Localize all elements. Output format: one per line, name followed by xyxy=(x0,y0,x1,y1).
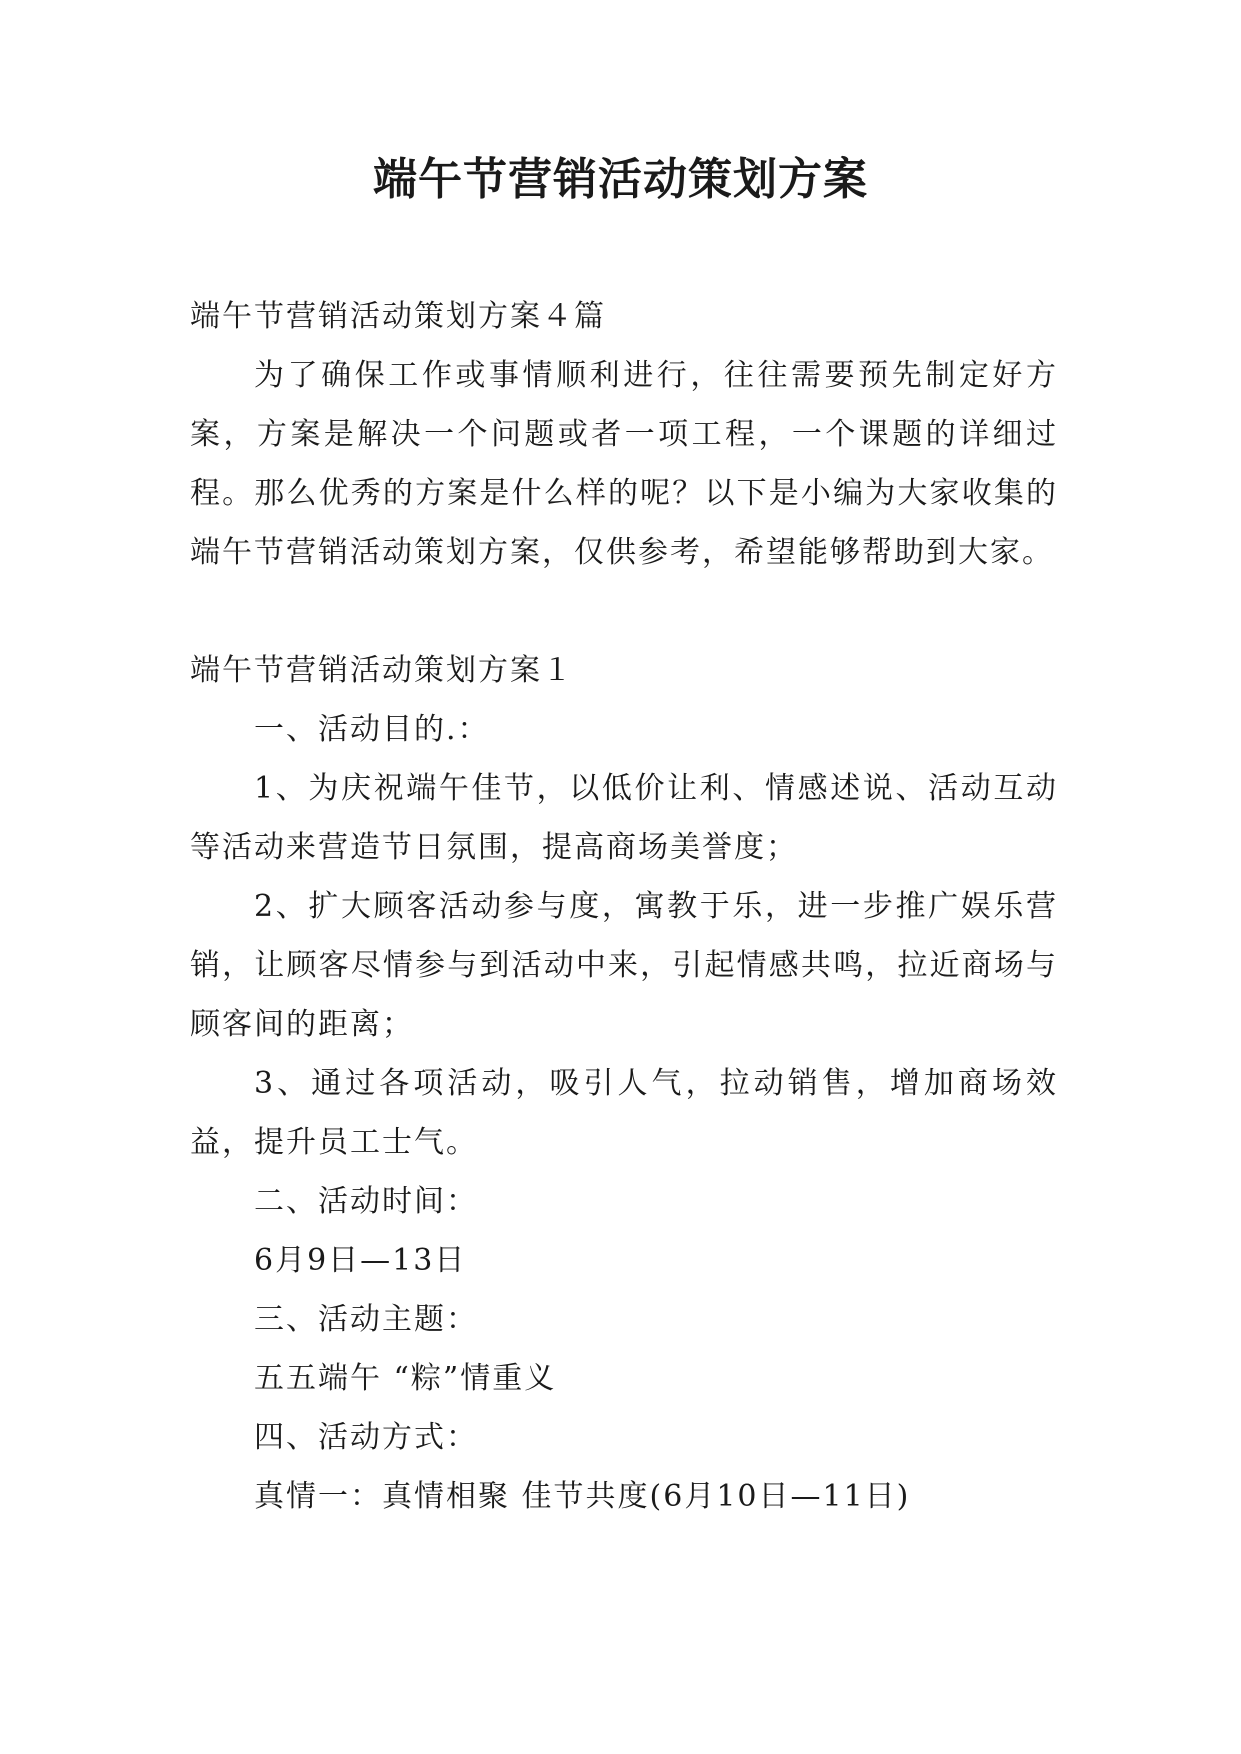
document-subtitle: 端午节营销活动策划方案４篇 xyxy=(190,299,606,334)
intro-paragraph: 为了确保工作或事情顺利进行，往往需要预先制定好方案，方案是解决一个问题或者一项工程，一个课题的详细过程。那么优秀的方案是什么样的呢？以下是小编为大家收集的端午节营销活动策划方案，仅供参考，希望能够帮助到大家。 xyxy=(190,358,1058,570)
paragraph: 二、活动时间： xyxy=(254,1184,478,1219)
paragraph: 3、通过各项活动，吸引人气，拉动销售，增加商场效益，提升员工士气。 xyxy=(190,1066,1058,1160)
paragraph: 一、活动目的.： xyxy=(254,712,490,747)
paragraph: 2、扩大顾客活动参与度，寓教于乐，进一步推广娱乐营销，让顾客尽情参与到活动中来，引起情感共鸣，拉近商场与顾客间的距离； xyxy=(190,889,1058,1042)
section-heading: 端午节营销活动策划方案１ xyxy=(190,653,574,688)
paragraph: 1、为庆祝端午佳节，以低价让利、情感述说、活动互动等活动来营造节日氛围，提高商场美誉度； xyxy=(190,771,1058,865)
document-body xyxy=(190,287,1058,1526)
document-title: 端午节营销活动策划方案 xyxy=(373,154,868,205)
paragraph: 6月9日—13日 xyxy=(254,1243,467,1278)
paragraph: 三、活动主题： xyxy=(254,1302,478,1337)
paragraph: 五五端午 “粽”情重义 xyxy=(254,1361,557,1396)
spacer xyxy=(190,582,1058,641)
paragraph: 四、活动方式： xyxy=(254,1420,478,1455)
paragraph: 真情一：真情相聚 佳节共度(6月10日—11日) xyxy=(254,1479,911,1514)
